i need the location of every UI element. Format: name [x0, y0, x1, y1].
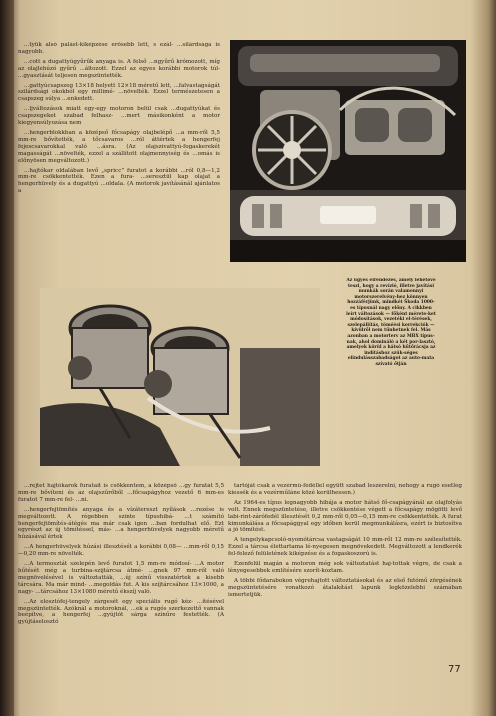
page-number: 77 [448, 664, 461, 675]
page-binding-shadow [0, 0, 14, 716]
paragraph: A többi fődarabokon végrehajtott változtatásokat és az első futómű zörgésének megszüntetésére vonatkozó átalakítást lapunk legközelebbi számában ismertetjük. [228, 577, 462, 598]
carburetor-photo [40, 288, 320, 466]
paragraph: Ezenfelül magán a motoron még sok változtatást haj-tottak végre, de csak a lényegesebbek említésére szorít-koztam. [228, 561, 462, 574]
paragraph: ...gattyúcsapszeg 13×18 helyett 12×18 méretű lett, ...falvastagságát szilárdsági okokból egy millimé- ...növelték. Ezzel természetesen a csapszeg súlya ...enkedett. [18, 82, 220, 103]
paragraph: ...Az elosztófej-tengely zárgesét egy speciális rugó kéz- ...ítésével megszüntették. Azóknál a motoroknál, ...ek a rugós szerkezettő vannak beépítve, a hengerfej ...gyújtót sárga színűre festették. (A gyújtáselosztó [18, 598, 224, 626]
photo-caption: Az ügyes elrendezés, amely lehetővé teszi, hogy a revízió, illetve javítási munkák során valamennyi motorszerelvény-hez könnyen hozzáférjünk, mindkét Škoda 1000-es típusnál nagy előny. A cikkben leírt változások — főként mérete-ket módosítások, vezetéki el-térések, szelepállítás, töméési korrekciók — kívülről nem tűnhetnek fel. Más azonban a motorterv az MBX típus-nak, ahol domináló a két por-lasztó, amelyek körül a hátsó hűtőrácsja az indításhoz szük-séges elindulásszabadságot az auto-mata szívató őtján [346, 278, 436, 367]
paragraph: Az 1964-es típus legnagyobb hibája a motor hátsó fő-csapágyánál az olajfolyás volt. Ennek megszüntetése, illetve csökkentése végett a főcsapágy mögötti levő labi-rint-zárófedél illesztését 0,2 mm-ről 0,05—0,15 mm-re csökkentették. A furat kimunkálása a főcsapággyal egy időben kerül megmunkálásra, ezért is biztosítva a jó tömítést. [228, 499, 462, 534]
paragraph: ...hengerblokkban a középső főcsapágy olajbelépő ...a mm-ről 5,5 mm-re bővítették, a tőcsavaros ...ról áttértek a hengerfej fejescsavarokkal való ...ásra. (Az olajszivattyú-fogaskerekét magasságát ...növelték, ezzel a szállított olajmennyiség és ...omás is előnyösen megváltozott.) [18, 129, 220, 164]
paragraph: ...tyük alsó palást-kiképzése erősebb lett, s ezál- ...silárdsága is nagyobb. [18, 42, 220, 55]
paragraph: ...ljváltozások miatt egy-egy motoron belül csak ...dugattyúkat és csapszegeket szabad felhasz- ...mert másikonként a motor kiegyensúlyozása nem [18, 106, 220, 127]
text-column-top-left [18, 42, 220, 304]
engine-bay-photo [230, 40, 466, 262]
paragraph: ...rejtet hajtókarok furatait is csökkentem, a középső ...gy furatát 5,5 mm-re bővíteni és az olajszűrőből ...főcsapágyhoz vezető 6 mm-es furatot 7 mm-re fel- ...ni. [18, 483, 224, 503]
paragraph: ...hengerfejtömítés anyaga és a vízátereszt nyílások ...rezése is megváltozott. A régebben szinte típushibá- ...t számító hengerfejtömítés-átégés ma már csak igen ...ban fordulhat elő. Ezt egyrészt az új tömítéssel, más- ...a hengerhüvelyek nagyobb méretű húzásával értek [18, 506, 224, 541]
paragraph: ...A termosztát szelepén levő furatot 1,5 mm-re módosí- ...A motor hűtését még a turbina-szijtárcsa átmé- ...gnek 97 mm-ről való megnövelésével is változtatták, ...új színű visszatértek a kisebb tárcsára. Ma már mind- ...megoldás fut. A kis szíjtárcsához 13×1000, a nagy- ...tárcsához 13×1080 méretű ékszíj való. [18, 561, 224, 595]
paragraph: A tengelykapcsoló-nyomótárcsa vastagságát 10 mm-ről 12 mm-re szélesítették. Ezzel a tárcsa élettartama lé-nyegesen megnövekedett. Megváltozott a lendkerék fel-felező felületének kiképzése és a fogaskoszorú is. [228, 537, 462, 558]
text-column-bottom-left [18, 483, 224, 689]
paragraph: ...hajtókar oldalában levő „spriccˮ furatot a korábbi ...ról 0,8—1,2 mm-re csökkentették. Ezen a fura- ...seresztül kap olajat a hengerhüvely és a dugattyú ...oldala. (A motorok javításánál ajánlatos a [18, 167, 220, 195]
paragraph: ...cott a dugattyúgyűrűk anyaga is. A felső ...ngyűrű krómozott, míg az olajlehúzó gyűrű ...áltozott. Ezzel az egyes korábbi motorok túl- ...gyasztását teljesen megszüntették. [18, 58, 220, 79]
text-column-bottom-right [228, 483, 462, 683]
paragraph: tartóját csak a vezérmű-fedéllel együtt szabad leszerelni, nehogy a rugó esetleg kiessék és a vezérműláne közé kerülhessen.) [228, 483, 462, 496]
paragraph: ...A hengerhüvelyek húzási illesztését a korábbi 0,08— ...mm-ről 0,15—0,20 mm-re növelték. [18, 544, 224, 558]
